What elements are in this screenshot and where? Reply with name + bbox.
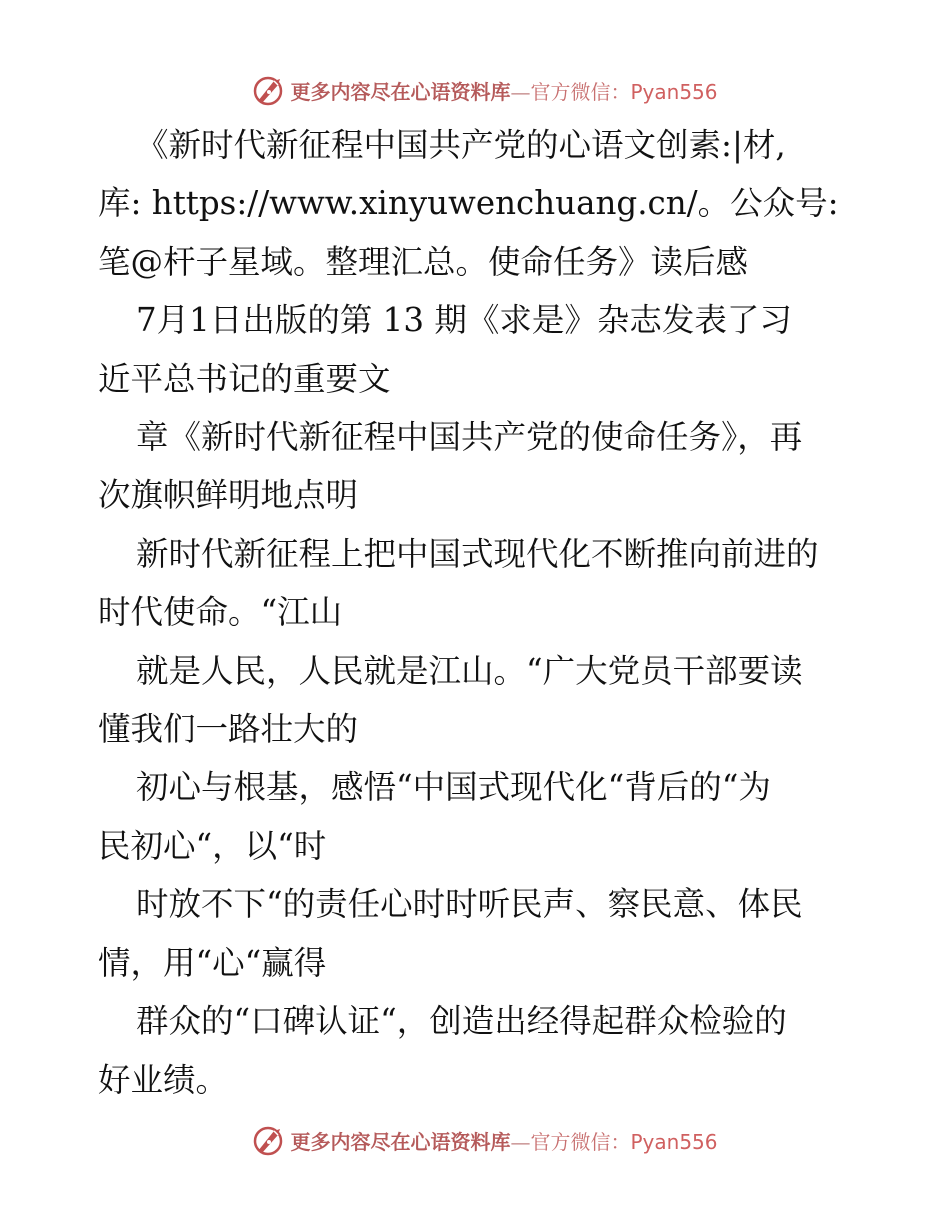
text-line: 懂我们一路壮大的 — [98, 710, 359, 749]
text-line: 次旗帜鲜明地点明 — [98, 476, 359, 515]
text-line: 章《新时代新征程中国共产党的使命任务》，再 — [136, 418, 803, 457]
text-line: 好业绩。 — [98, 1060, 229, 1099]
watermark-wechat-id: Pyan556 — [630, 1129, 718, 1154]
text-line: 时代使命。“江山 — [98, 593, 343, 632]
pen-nib-logo-icon — [252, 1123, 286, 1157]
footer-watermark-inner — [252, 1123, 717, 1157]
footer-watermark-banner — [0, 1120, 950, 1160]
text-line: 群众的“口碑认证“，创造出经得起群众检验的 — [136, 1002, 787, 1041]
text-line: 库: https://www.xinyuwenchuang.cn/。公众号: — [98, 184, 839, 223]
watermark-wechat-label: 官方微信： — [530, 1129, 631, 1154]
header-watermark-banner — [0, 70, 950, 110]
text-line: 情，用“心“赢得 — [98, 943, 327, 982]
text-line: 就是人民，人民就是江山。“广大党员干部要读 — [136, 651, 803, 690]
watermark-brand: 更多内容尽在心语资料库 — [290, 1129, 511, 1154]
text-line: 民初心“，以“时 — [98, 826, 327, 865]
text-line: 7月1日出版的第 13 期《求是》杂志发表了习 — [136, 301, 792, 340]
text-line: 笔@杆子星域。整理汇总。使命任务》读后感 — [98, 242, 749, 281]
text-line: 近平总书记的重要文 — [98, 359, 391, 398]
watermark-text — [290, 76, 717, 105]
text-line: 《新时代新征程中国共产党的心语文创素:|材, — [136, 126, 786, 164]
watermark-text — [290, 1126, 717, 1155]
watermark-wechat-label: 官方微信： — [530, 79, 631, 104]
header-watermark-inner — [252, 73, 717, 107]
text-line: 时放不下“的责任心时时听民声、察民意、体民 — [136, 885, 803, 924]
watermark-dash: — — [510, 1129, 531, 1154]
document-body — [98, 116, 858, 1109]
text-line: 初心与根基，感悟“中国式现代化“背后的“为 — [136, 768, 771, 807]
text-line: 新时代新征程上把中国式现代化不断推向前进的 — [136, 534, 819, 573]
watermark-dash: — — [510, 79, 531, 104]
watermark-wechat-id: Pyan556 — [630, 79, 718, 104]
watermark-brand: 更多内容尽在心语资料库 — [290, 79, 511, 104]
pen-nib-logo-icon — [252, 73, 286, 107]
